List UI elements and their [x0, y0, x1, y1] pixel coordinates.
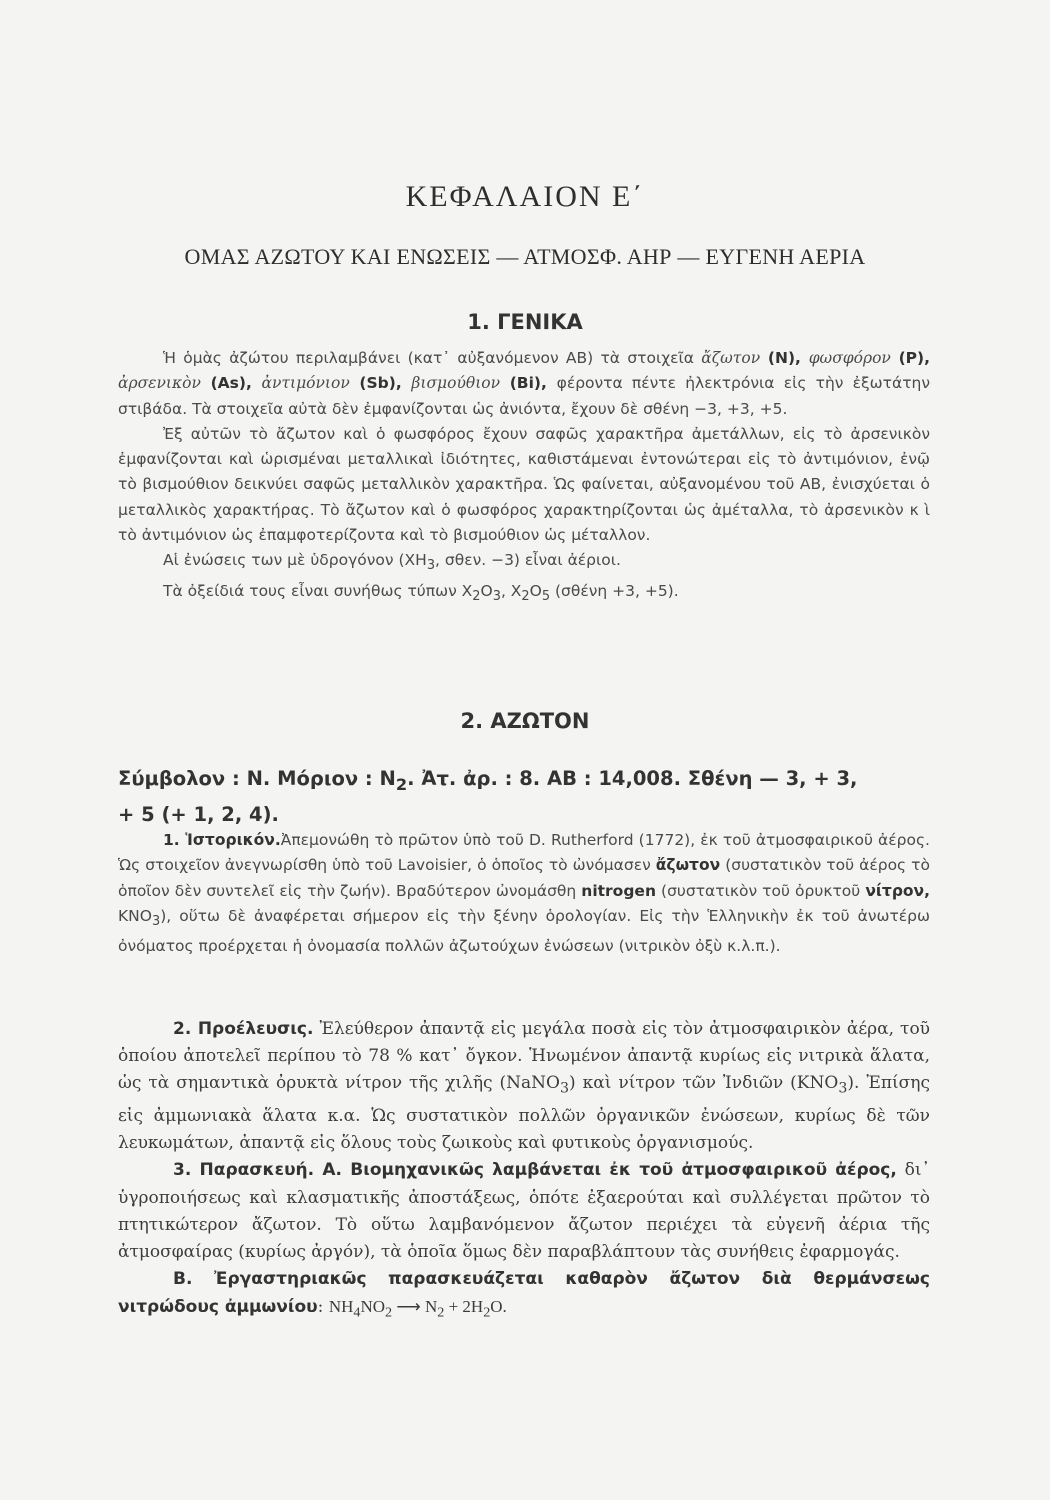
symbol: (Bi),: [500, 374, 557, 393]
text: , X: [500, 581, 522, 600]
nitrogen-properties: [118, 764, 930, 830]
subscript: 3: [151, 913, 161, 929]
chemical-equation: [328, 1297, 507, 1321]
text: Τὰ ὀξείδιά τους εἶναι συνήθως τύπων X: [163, 581, 473, 600]
paragraph: [118, 548, 930, 578]
text: , σθεν. −3) εἶναι ἀέριοι.: [435, 551, 621, 570]
term-nitrogen: ἄζωτον: [701, 349, 761, 367]
text: . Ἀτ. ἀρ. : 8. ΑΒ : 14,008. Σθένη — 3, + 3,: [407, 767, 858, 790]
text: ). Ἐπίσης εἰς ἀμμωνιακὰ ἅλατα κ.α. Ὡς συστατικὸν πολλῶν ὀργανικῶν ἐνώσεων, κυρίως δὲ τῶν λευκωμάτων, ἀπαντᾷ εἰς ὅλους τοὺς ζωικοὺς καὶ φυτικοὺς ὀργανισμούς.: [118, 1073, 930, 1154]
text: Αἱ ἐνώσεις των μὲ ὑδρογόνον (XH: [163, 551, 427, 570]
section-general-body: [118, 346, 930, 609]
subscript: 2: [385, 1304, 393, 1321]
text: Σύμβολον : N. Μόριον : N: [118, 767, 396, 790]
formula: NO: [360, 1297, 386, 1317]
history-paragraph: [118, 828, 930, 960]
symbol: (As),: [200, 374, 262, 393]
subheading-preparation: 3. Παρασκευή. Α. Βιομηχανικῶς λαμβάνεται ἐκ τοῦ ἀτμοσφαιρικοῦ ἀέρος,: [173, 1160, 897, 1181]
term: νίτρον,: [865, 881, 931, 900]
subscript: 3: [426, 558, 436, 574]
term-phosphorus: φωσφόρον: [808, 349, 891, 367]
subscript: 3: [492, 588, 501, 604]
text: + 5 (+ 1, 2, 4).: [118, 802, 279, 826]
symbol: (Sb),: [349, 374, 412, 393]
paragraph: [118, 1266, 930, 1327]
section-heading-general: 1. ΓΕΝΙΚΑ: [467, 310, 583, 334]
text: O: [480, 581, 493, 600]
chapter-subtitle: ΟΜΑΣ ΑΖΩΤΟΥ ΚΑΙ ΕΝΩΣΕΙΣ — ΑΤΜΟΣΦ. ΑΗΡ — ΕΥΓΕΝΗ ΑΕΡΙΑ: [184, 244, 866, 269]
paragraph: [118, 1016, 930, 1157]
text: Ἡ ὁμὰς ἀζώτου περιλαμβάνει (κατ᾽ αὐξανόμενον ΑΒ) τὰ στοιχεῖα: [163, 349, 702, 367]
text: (συστατικὸν τοῦ ὀρυκτοῦ: [655, 881, 866, 900]
subheading-history: 1. Ἱστορικόν.: [163, 831, 281, 849]
formula: NH: [328, 1297, 354, 1317]
formula: N: [424, 1297, 438, 1317]
subscript: 5: [541, 588, 551, 604]
text: ), οὕτω δὲ ἀναφέρεται σήμερον εἰς τὴν ξένην ὁρολογίαν. Εἰς τὴν Ἑλληνικὴν ἐκ τοῦ ἀνωτέρω ὀνόματος προέρχεται ἡ ὀνομασία πολλῶν ἀζωτούχων ἐνώσεων (νιτρικὸν ὀξὺ κ.λ.π.).: [118, 906, 930, 956]
subscript: 4: [353, 1304, 361, 1321]
subscript: 2: [437, 1304, 445, 1321]
symbol: (N),: [760, 349, 809, 367]
subscript: 2: [472, 588, 481, 604]
text: ) καὶ νίτρον τῶν Ἰνδιῶν (KNO: [569, 1073, 839, 1094]
term-arsenic: ἀρσενικὸν: [118, 374, 201, 393]
term-bismuth: βισμούθιον: [411, 374, 501, 393]
paragraph: [118, 346, 930, 422]
text: Ἀπεμονώθη τὸ πρῶτον ὑπὸ τοῦ D. Rutherford (1772), ἐκ τοῦ ἀτμοσφαιρικοῦ ἀέρος. Ὡς στοιχεῖον ἀνεγνωρίσθη ὑπὸ τοῦ Lavoisier, ὁ ὁποῖος τὸ ὠνόμασεν: [118, 831, 930, 875]
symbol: (P),: [890, 349, 931, 367]
origin-and-preparation: [118, 1016, 930, 1327]
subscript: 2: [395, 774, 408, 794]
term: ἄζωτον: [655, 856, 721, 875]
subscript: 3: [838, 1080, 848, 1097]
subscript: 2: [521, 588, 530, 604]
subscript: 2: [483, 1304, 491, 1321]
formula: + 2H: [444, 1297, 484, 1317]
chapter-title: ΚΕΦΑΛΑΙΟΝ Ε΄: [405, 180, 645, 213]
text: O: [529, 581, 542, 600]
text: :: [317, 1297, 329, 1318]
text: φέροντα πέντε ἠλεκτρόνια εἰς τὴν ἐξωτάτην στιβάδα. Τὰ στοιχεῖα αὐτὰ δὲν ἐμφανίζονται ὡς ἀνιόντα, ἔχουν δὲ σθένη −3, +3, +5.: [118, 374, 931, 418]
subheading-lab: Β. Ἐργαστηριακῶς παρασκευάζεται καθαρὸν ἄζωτον διὰ θερμάνσεως νιτρώδους ἀμμωνίου: [118, 1269, 930, 1318]
paragraph: [118, 828, 930, 960]
text: (συστατικὸν τοῦ ἀέρος τὸ ὁποῖον δὲν συντελεῖ εἰς τὴν ζωήν). Βραδύτερον ὠνομάσθη: [118, 856, 930, 900]
formula: O.: [490, 1297, 507, 1317]
section-heading-nitrogen: 2. ΑΖΩΤΟΝ: [460, 709, 590, 733]
text: Ἐλεύθερον ἀπαντᾷ εἰς μεγάλα ποσὰ εἰς τὸν ἀτμοσφαιρικὸν ἀέρα, τοῦ ὁποίου ἀποτελεῖ περίπου τὸ 78 % κατ᾽ ὄγκον. Ἡνωμένον ἀπαντᾷ κυρίως εἰς νιτρικὰ ἅλατα, ὡς τὰ σημαντικὰ ὀρυκτὰ νίτρον τῆς χιλῆς (NaNO: [118, 1019, 931, 1094]
subscript: 3: [560, 1080, 570, 1097]
arrow-icon: ⟶: [392, 1297, 425, 1317]
text: (σθένη +3, +5).: [550, 581, 679, 600]
text: δι᾽ ὑγροποιήσεως καὶ κλασματικῆς ἀποστάξεως, ὁπότε ἐξαερούται καὶ συλλέγεται πρῶτον τὸ πτητικώτερον ἄζωτον. Τὸ οὕτω λαμβανόμενον ἄζωτον περιέχει τὰ εὐγενῆ ἀέρια τῆς ἀτμοσφαίρας (κυρίως ἀργόν), τὰ ὁποῖα ὅμως δὲν παραβλάπτουν τὰς συνήθεις ἐφαρμογάς.: [118, 1160, 930, 1263]
paragraph: [118, 579, 930, 609]
paragraph: [118, 1157, 930, 1266]
subheading-origin: 2. Προέλευσις.: [173, 1019, 314, 1039]
term: nitrogen: [581, 881, 656, 900]
paragraph: Ἐξ αὐτῶν τὸ ἄζωτον καὶ ὁ φωσφόρος ἔχουν σαφῶς χαρακτῆρα ἀμετάλλων, εἰς τὸ ἀρσενικὸν ἐμφανίζονται καὶ ὡρισμέναι μεταλλικαὶ ἰδιότητες, καθιστάμεναι ἐντονώτεραι εἰς τὸ ἀντιμόνιον, ἐνῷ τὸ βισμούθιον δεικνύει σαφῶς μεταλλικὸν χαρακτῆρα. Ὡς φαίνεται, αὐξανομένου τοῦ ΑΒ, ἐνισχύεται ὁ μεταλλικὸς χαρακτήρας. Τὸ ἄζωτον καὶ ὁ φωσφόρος χαρακτηρίζονται ὡς ἀμέταλλα, τὸ ἀρσενικὸν κ ὶ τὸ ἀντιμόνιον ὡς ἐπαμφοτερίζοντα καὶ τὸ βισμούθιον ὡς μέταλλον.: [118, 424, 930, 545]
text: KNO: [118, 906, 152, 925]
term-antimony: ἀντιμόνιον: [261, 374, 350, 393]
